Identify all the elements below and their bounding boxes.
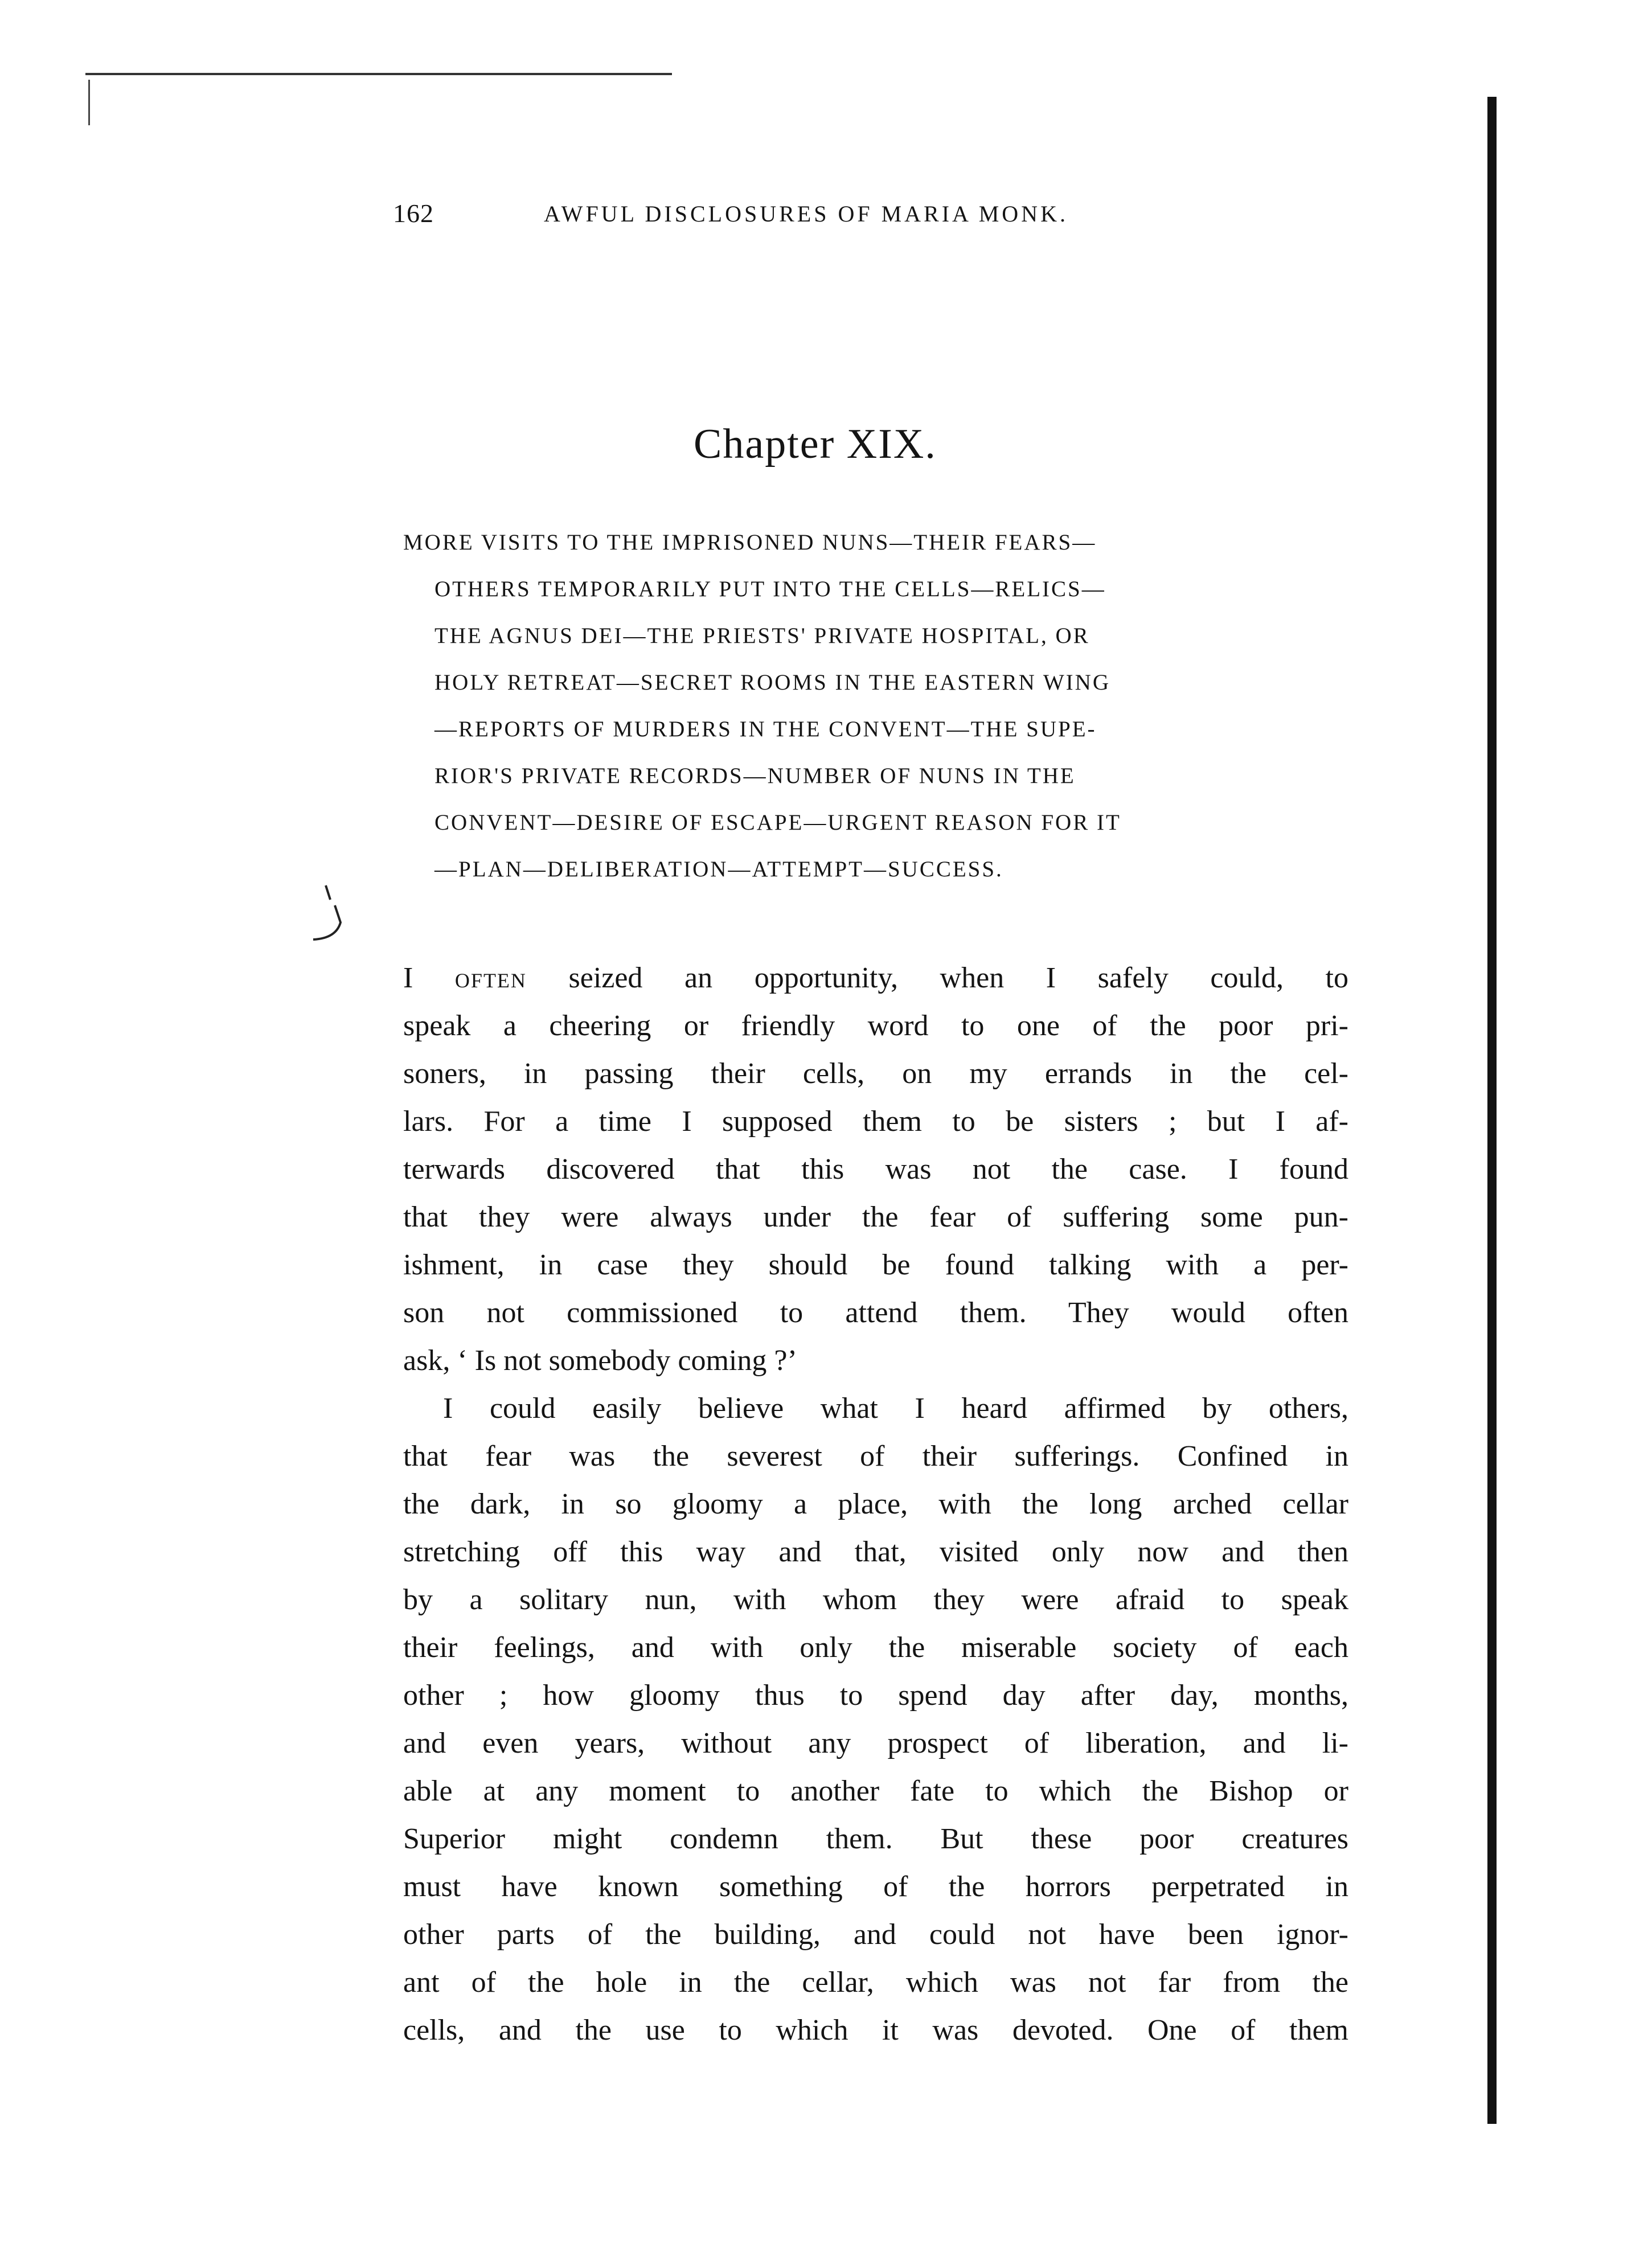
- text-line: I could easily believe what I heard affirmed by others,: [443, 1392, 1348, 1425]
- synopsis-line: RIOR'S PRIVATE RECORDS—NUMBER OF NUNS IN THE: [434, 764, 1076, 788]
- running-header: [393, 198, 1202, 238]
- text-line: lars. For a time I supposed them to be sisters ; but I af-: [403, 1105, 1348, 1138]
- text-line: by a solitary nun, with whom they were afraid to speak: [403, 1584, 1348, 1616]
- text-line: other ; how gloomy thus to spend day after day, months,: [403, 1679, 1348, 1712]
- text-line: Superior might condemn them. But these poor creatures: [403, 1823, 1348, 1855]
- text-line: that fear was the severest of their sufferings. Confined in: [403, 1440, 1348, 1472]
- text-line: must have known something of the horrors perpetrated in: [403, 1870, 1348, 1903]
- text-line: soners, in passing their cells, on my errands in the cel-: [403, 1057, 1348, 1090]
- synopsis-line: MORE VISITS TO THE IMPRISONED NUNS—THEIR FEARS—: [403, 530, 1097, 555]
- synopsis-line: THE AGNUS DEI—THE PRIESTS' PRIVATE HOSPITAL, OR: [434, 623, 1090, 648]
- text-line: speak a cheering or friendly word to one of the poor pri-: [403, 1010, 1348, 1042]
- running-title: AWFUL DISCLOSURES OF MARIA MONK.: [544, 201, 1068, 227]
- line-text: seized an opportunity, when I safely could, to: [526, 962, 1348, 994]
- text-line: ishment, in case they should be found talking with a per-: [403, 1249, 1348, 1281]
- text-line: ant of the hole in the cellar, which was not far from the: [403, 1966, 1348, 1999]
- scan-top-rule: [85, 73, 672, 75]
- synopsis-line: —PLAN—DELIBERATION—ATTEMPT—SUCCESS.: [434, 857, 1003, 881]
- synopsis-line: —REPORTS OF MURDERS IN THE CONVENT—THE SUPE-: [434, 717, 1097, 741]
- text-line: other parts of the building, and could not have been ignor-: [403, 1918, 1348, 1951]
- synopsis-line: CONVENT—DESIRE OF ESCAPE—URGENT REASON FOR IT: [434, 810, 1121, 835]
- text-line: ask, ‘ Is not somebody coming ?’: [403, 1344, 797, 1377]
- text-line: cells, and the use to which it was devoted. One of them: [403, 2014, 1348, 2046]
- text-line: terwards discovered that this was not the case. I found: [403, 1153, 1348, 1186]
- text-line: able at any moment to another fate to which the Bishop or: [403, 1775, 1348, 1807]
- text-line: son not commissioned to attend them. They would often: [403, 1297, 1348, 1329]
- scan-left-mark: [88, 80, 90, 125]
- text-line: and even years, without any prospect of liberation, and li-: [403, 1727, 1348, 1759]
- drop-word: I: [403, 962, 413, 994]
- text-line: their feelings, and with only the miserable society of each: [403, 1631, 1348, 1664]
- text-line: that they were always under the fear of suffering some pun-: [403, 1201, 1348, 1233]
- text-line: [403, 961, 1348, 995]
- synopsis-line: HOLY RETREAT—SECRET ROOMS IN THE EASTERN WING: [434, 670, 1110, 695]
- margin-pencil-mark: [290, 883, 353, 951]
- page-number: 162: [393, 199, 434, 228]
- scan-page-edge: [1487, 97, 1497, 2124]
- text-line: the dark, in so gloomy a place, with the long arched cellar: [403, 1488, 1348, 1520]
- text-line: stretching off this way and that, visited only now and then: [403, 1536, 1348, 1568]
- lead-small-caps: often: [454, 962, 527, 994]
- synopsis-line: OTHERS TEMPORARILY PUT INTO THE CELLS—RELICS—: [434, 577, 1106, 601]
- chapter-title: Chapter XIX.: [694, 421, 937, 467]
